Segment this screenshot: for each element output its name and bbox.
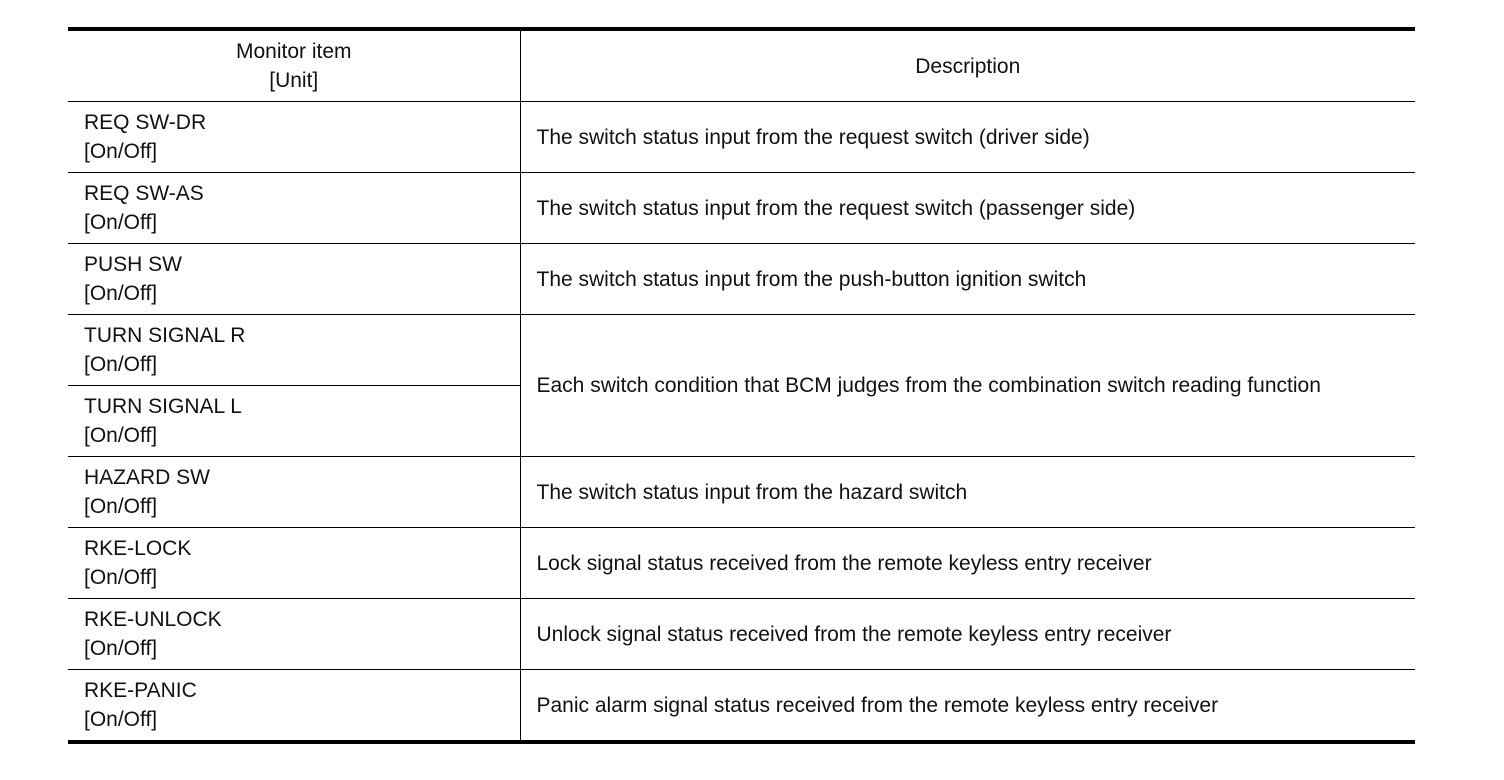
item-name: TURN SIGNAL R (84, 324, 246, 347)
item-unit: [On/Off] (84, 495, 158, 518)
monitor-item-cell (68, 386, 520, 457)
table-row (68, 457, 1415, 528)
item-name: REQ SW-DR (84, 111, 207, 134)
table-header-row (68, 29, 1415, 102)
item-unit: [On/Off] (84, 353, 158, 376)
monitor-item-cell (68, 599, 520, 670)
table-row (68, 244, 1415, 315)
description-cell: Unlock signal status received from the remote keyless entry receiver (520, 599, 1415, 670)
item-name: RKE-PANIC (84, 679, 197, 702)
monitor-item-cell (68, 102, 520, 173)
item-unit: [On/Off] (84, 424, 158, 447)
table-row (68, 173, 1415, 244)
description-cell: Lock signal status received from the remote keyless entry receiver (520, 528, 1415, 599)
description-cell: The switch status input from the push-button ignition switch (520, 244, 1415, 315)
item-name: TURN SIGNAL L (84, 395, 242, 418)
item-unit: [On/Off] (84, 140, 158, 163)
monitor-item-cell (68, 670, 520, 743)
item-name: PUSH SW (84, 253, 183, 276)
monitor-item-cell (68, 457, 520, 528)
table-row (68, 315, 1415, 386)
item-unit: [On/Off] (84, 566, 158, 589)
header-item-label: Monitor item (235, 40, 352, 63)
header-unit-label: [Unit] (269, 69, 319, 92)
item-unit: [On/Off] (84, 708, 158, 731)
item-name: RKE-UNLOCK (84, 608, 222, 631)
header-description: Description (520, 29, 1415, 102)
monitor-item-cell (68, 244, 520, 315)
description-cell: The switch status input from the hazard switch (520, 457, 1415, 528)
item-name: HAZARD SW (84, 466, 210, 489)
monitor-item-cell (68, 528, 520, 599)
header-monitor-item (68, 29, 520, 102)
description-cell: Panic alarm signal status received from the remote keyless entry receiver (536, 693, 1219, 717)
item-unit: [On/Off] (84, 637, 158, 660)
monitor-item-table (68, 27, 1415, 744)
description-cell-merged: Each switch condition that BCM judges from the combination switch reading function (520, 315, 1415, 457)
monitor-item-cell (68, 173, 520, 244)
item-name: RKE-LOCK (84, 537, 192, 560)
table-row (68, 599, 1415, 670)
description-cell: The switch status input from the request switch (passenger side) (520, 173, 1415, 244)
item-name: REQ SW-AS (84, 182, 204, 205)
item-unit: [On/Off] (84, 282, 158, 305)
table-row (68, 102, 1415, 173)
item-unit: [On/Off] (84, 211, 158, 234)
table-row (68, 670, 1415, 743)
monitor-item-cell (68, 315, 520, 386)
table-row (68, 528, 1415, 599)
description-cell: The switch status input from the request switch (driver side) (520, 102, 1415, 173)
